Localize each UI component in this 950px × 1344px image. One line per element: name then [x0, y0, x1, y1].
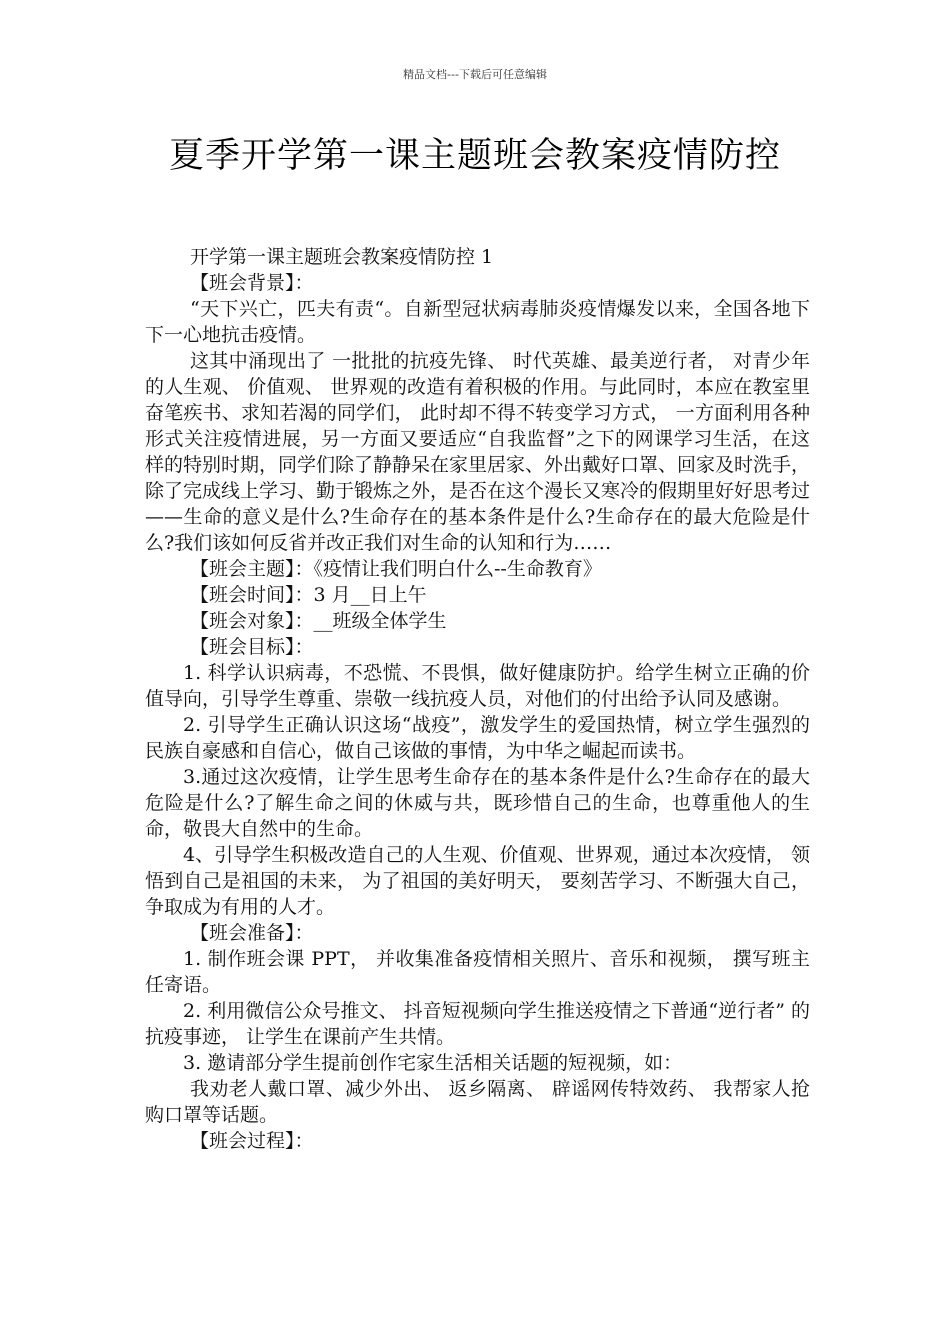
goal-item: 3.通过这次疫情，让学生思考生命存在的基本条件是什么?生命存在的最大危险是什么?了解生命之间的休威与共，既珍惜自己的生命，也尊重他人的生命，敬畏大自然中的生命。 — [145, 766, 810, 840]
goal-item: 4、引导学生积极改造自己的人生观、价值观、世界观，通过本次疫情， 领悟到自己是祖国的未来， 为了祖国的美好明天， 要刻苦学习、不断强大自己，争取成为有用的人才。 — [145, 844, 810, 918]
label-audience: 【班会对象】：__班级全体学生 — [190, 610, 447, 632]
paragraph: 这其中涌现出了 一批批的抗疫先锋、 时代英雄、最美逆行者， 对青少年的人生观、 价值观、 世界观的改造有着积极的作用。与此同时，本应在教室里奋笔疾书、求知若渴的同学们， 此时却不得不转变学习方式， 一方面利用各种形式关注疫情进展，另一方面又要适应“自我监督”之下的网课学习生活，在这样的特别时期，同学们除了静静呆在家里居家、外出戴好口罩、回家及时洗手，除了完成线上学习、勤于锻炼之外，是否在这个漫长又寒冷的假期里好好思考过——生命的意义是什么?生命存在的基本条件是什么?生命存在的最大危险是什么?我们该如何反省并改正我们对生命的认知和行为…… — [145, 350, 811, 554]
section-heading: 开学第一课主题班会教案疫情防控 1 — [190, 246, 494, 268]
label-preparation: 【班会准备】： — [190, 922, 314, 944]
label-goals: 【班会目标】： — [190, 636, 314, 658]
goal-item: 2. 引导学生正确认识这场“战疫”，激发学生的爱国热情，树立学生强烈的民族自豪感和自信心，做自己该做的事情，为中华之崛起而读书。 — [145, 714, 810, 762]
prep-item: 1. 制作班会课 PPT， 并收集准备疫情相关照片、音乐和视频， 撰写班主任寄语。 — [145, 948, 810, 996]
goal-item: 1. 科学认识病毒，不恐慌、不畏惧，做好健康防护。给学生树立正确的价值导向，引导学生尊重、崇敬一线抗疫人员，对他们的付出给予认同及感谢。 — [145, 662, 810, 710]
prep-item-detail: 我劝老人戴口罩、减少外出、 返乡隔离、 辟谣网传特效药、 我帮家人抢购口罩等话题。 — [145, 1078, 810, 1126]
label-time: 【班会时间】：3 月__日上午 — [190, 584, 427, 606]
prep-item: 2. 利用微信公众号推文、 抖音短视频向学生推送疫情之下普通“逆行者” 的抗疫事迹， 让学生在课前产生共情。 — [145, 1000, 810, 1048]
label-background: 【班会背景】： — [190, 272, 314, 294]
header-note: 精品文档---下载后可任意编辑 — [403, 68, 547, 81]
label-process: 【班会过程】： — [190, 1130, 314, 1152]
prep-item: 3. 邀请部分学生提前创作宅家生活相关话题的短视频，如： — [183, 1052, 683, 1074]
document-title: 夏季开学第一课主题班会教案疫情防控 — [168, 136, 781, 176]
paragraph: “天下兴亡，匹夫有责“。自新型冠状病毒肺炎疫情爆发以来，全国各地下下一心地抗击疫情。 — [145, 298, 810, 346]
document-body — [145, 244, 810, 1154]
label-theme: 【班会主题】：《疫情让我们明白什么--生命教育》 — [190, 558, 602, 580]
